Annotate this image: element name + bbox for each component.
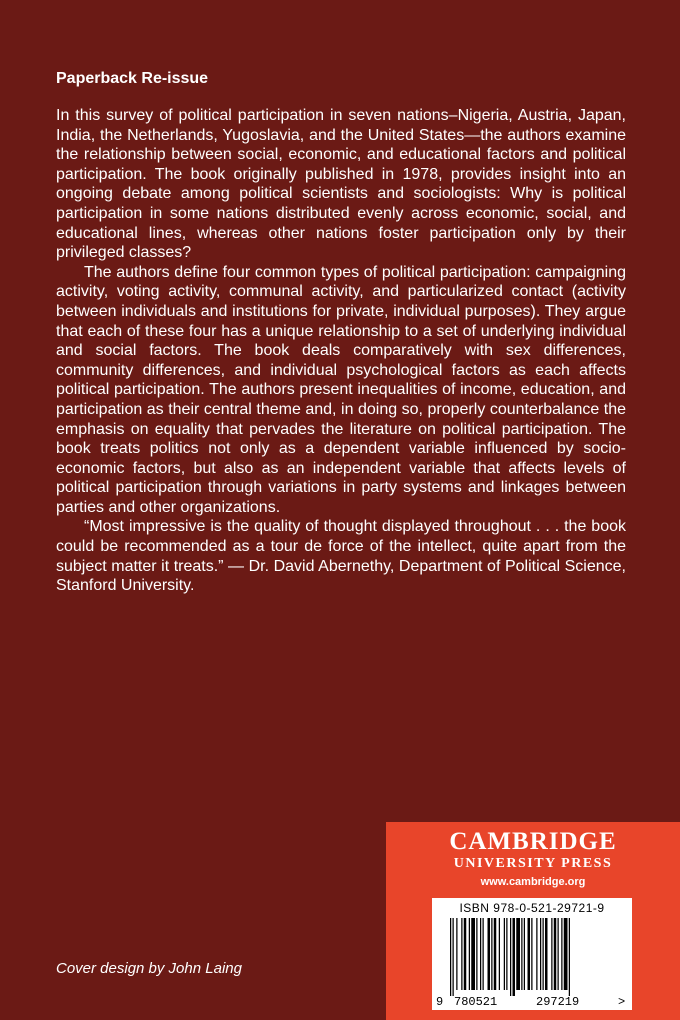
barcode-bar — [569, 918, 570, 996]
barcode-bar — [483, 918, 484, 990]
barcode-bars — [450, 918, 570, 996]
barcode-bar — [510, 918, 511, 996]
barcode-bar — [450, 918, 451, 996]
barcode-bar — [506, 918, 507, 990]
barcode-bar — [461, 918, 462, 990]
isbn-text: ISBN 978-0-521-29721-9 — [459, 901, 605, 915]
barcode-bar — [524, 918, 525, 990]
blurb — [56, 106, 626, 596]
paragraph-types: The authors define four common types of political participation: campaigning activity, voting activity, communal activity, and particularized contact (activity between individuals and institutions for private, individual purposes). They argue that each of these four has a unique relationship to a set of underlying individual and social factors. The book deals comparatively with sex differences, community differences, and individual psychological factors as each affects political participation. The authors present inequalities of income, education, and participation as their central theme and, in doing so, properly counterbalance the emphasis on equality that pervades the literature on political participation. The book treats politics not only as a dependent variable influenced by socioeconomic factors, but also as an independent variable that affects levels of political participation through variations in party systems and linkages between parties and other organizations. — [56, 263, 626, 516]
barcode-bar — [480, 918, 481, 990]
barcode-bar — [471, 918, 475, 990]
barcode-bar — [558, 918, 559, 990]
barcode-bar — [476, 918, 477, 990]
barcode-bar — [531, 918, 532, 990]
barcode-bar — [564, 918, 568, 990]
barcode-icon — [432, 898, 632, 1010]
barcode-bar — [543, 918, 544, 990]
barcode-bar — [551, 918, 552, 990]
barcode-lead-digit: 9 — [436, 995, 444, 1009]
barcode-bar — [499, 918, 500, 990]
barcode-bar — [456, 918, 457, 990]
barcode-bar — [469, 918, 470, 990]
barcode-label — [432, 898, 632, 1010]
publisher-name: CAMBRIDGE — [449, 828, 617, 855]
cover-credit: Cover design by John Laing — [56, 960, 242, 977]
barcode-bar — [521, 918, 522, 990]
barcode-bar — [464, 918, 467, 990]
barcode-bar — [545, 918, 548, 990]
barcode-addon-mark: > — [618, 995, 626, 1009]
heading: Paperback Re-issue — [56, 70, 209, 87]
barcode-bar — [528, 918, 531, 990]
barcode-bar — [561, 918, 562, 990]
publisher-block — [386, 822, 680, 1020]
barcode-left-digits: 780521 — [454, 995, 498, 1009]
barcode-right-digits: 297219 — [536, 995, 580, 1009]
barcode-bar — [536, 918, 537, 990]
barcode-bar — [554, 918, 557, 990]
paragraph-intro: In this survey of political participation in seven nations–Nigeria, Austria, Japan, India, the Netherlands, Yugoslavia, and the United States—the authors examine the relationship between social, economic, and educational factors and political participation. The book originally published in 1978, provides insight into an ongoing debate among political scientists and sociologists: Why is political participation in some nations distributed evenly across economic, social, and educational lines, whereas other nations foster participation only by their privileged classes? — [56, 107, 626, 262]
barcode-bar — [453, 918, 454, 996]
barcode-bar — [488, 918, 491, 990]
barcode-bar — [504, 918, 505, 990]
barcode-bar — [513, 918, 516, 996]
publisher-url: www.cambridge.org — [480, 876, 586, 888]
barcode-bar — [516, 918, 520, 990]
publisher-subname: UNIVERSITY PRESS — [453, 856, 613, 871]
barcode-bar — [494, 918, 497, 990]
barcode-bar — [540, 918, 541, 990]
paragraph-quote: “Most impressive is the quality of thought displayed throughout . . . the book could be recommended as a tour de force of the intellect, quite apart from the subject matter it treats.” — Dr. David Abernethy, Department of Political Science, Stanford University. — [56, 518, 626, 595]
barcode-bar — [491, 918, 492, 990]
